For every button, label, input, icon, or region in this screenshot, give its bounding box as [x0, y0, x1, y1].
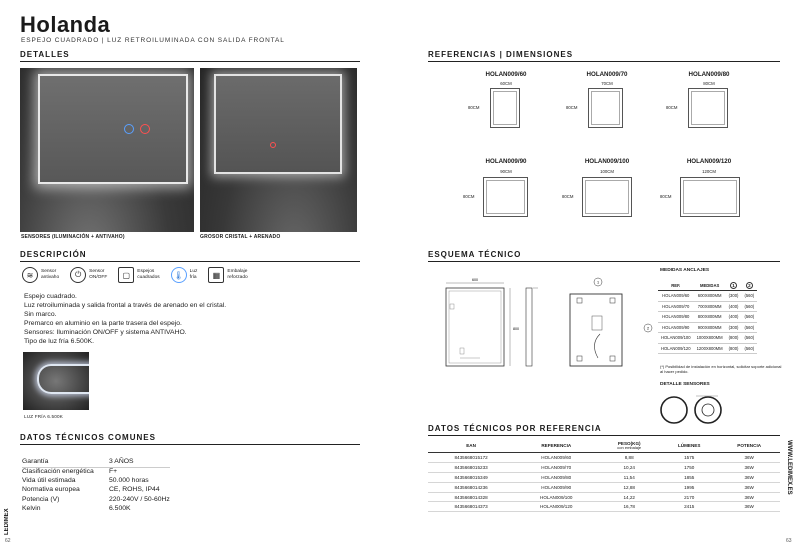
- spec-value: 220-240V / 50-60Hz: [109, 495, 170, 503]
- thermometer-icon: 🌡: [171, 267, 187, 283]
- dim-height: 80CM: [562, 194, 574, 199]
- dim-height: 80CM: [666, 105, 678, 110]
- page-number-left: 62: [5, 538, 11, 544]
- description-line: Premarco en aluminio en la parte trasera del espejo.: [24, 319, 182, 327]
- spec-key: Kelvin: [22, 504, 41, 512]
- col-header: REFERENCIA: [514, 440, 598, 453]
- technical-drawing: [440, 274, 655, 374]
- photo-caption-2: GROSOR CRISTAL + ARENADO: [200, 234, 281, 240]
- table-row: HOLAN009/100 1000X800MM (800) (560): [658, 333, 757, 344]
- front-view-inner: [449, 291, 501, 363]
- feature-antifog: ≋ Sensor antivaho: [22, 267, 59, 283]
- dim-width: 120CM: [702, 169, 716, 174]
- dim-width: 90CM: [500, 169, 512, 174]
- col-header: EAN: [428, 440, 514, 453]
- led-caption: LUZ FRÍA 6.500K: [24, 414, 64, 419]
- dim-model: HOLAN009/80: [688, 71, 730, 78]
- mirror-illustration: [38, 74, 188, 184]
- anclajes-title: MEDIDAS ANCLAJES: [660, 268, 710, 273]
- spec-value: 3 AÑOS: [109, 458, 170, 468]
- sensor-ring-icon: [661, 397, 687, 423]
- side-view: [526, 288, 532, 366]
- dim-height: 80CM: [566, 105, 578, 110]
- feature-cold-light: 🌡 Luz fría: [171, 267, 198, 283]
- table-row: HOLAN009/90 900X800MM (300) (560): [658, 322, 757, 333]
- square-mirror-icon: ▢: [118, 267, 134, 283]
- descripcion-heading: DESCRIPCIÓN: [20, 250, 360, 262]
- common-specs-table: [22, 458, 170, 514]
- mirror-dimension-box: [582, 177, 632, 217]
- datos-ref-heading: DATOS TÉCNICOS POR REFERENCIA: [428, 424, 780, 436]
- power-icon: ⏻: [70, 267, 86, 283]
- col-header: REF.: [658, 280, 694, 291]
- dim-width: 80CM: [703, 81, 715, 86]
- description-text: [24, 293, 226, 347]
- power-sensor-icon: [270, 142, 276, 148]
- callout-2-label: 2: [646, 326, 650, 331]
- dim-width: 100CM: [600, 169, 614, 174]
- table-row: HOLAN009/80 800X800MM (400) (560): [658, 312, 757, 323]
- spec-value: F+: [109, 468, 118, 476]
- spec-value: 50.000 horas: [109, 477, 149, 485]
- col-header: LÚMENES: [660, 440, 718, 453]
- antifog-sensor-icon: [124, 124, 134, 134]
- spec-value: CE, ROHS, IP44: [109, 486, 160, 494]
- description-line: Sensores: Iluminación ON/OFF y sistema ANTIVAHO.: [24, 328, 187, 336]
- esquema-heading: ESQUEMA TÉCNICO: [428, 250, 780, 262]
- col-header: POTENCIA: [718, 440, 780, 453]
- table-row: 8435668015349 HOLAN009/80 11,54 1855 36W: [428, 473, 780, 483]
- table-row: HOLAN009/120 1200X800MM (800) (560): [658, 343, 757, 354]
- dim-width: 70CM: [601, 81, 613, 86]
- anclajes-table: [658, 280, 757, 354]
- col-header: 1: [726, 280, 742, 291]
- dim-top-label: 600: [472, 278, 478, 282]
- brand-right: WWW.LEDIMEX.ES: [786, 440, 792, 495]
- dim-model: HOLAN009/70: [586, 71, 628, 78]
- col-header: 2: [741, 280, 757, 291]
- mirror-dimension-box: [588, 88, 623, 128]
- sensor-ring-icon: [695, 397, 721, 423]
- dim-model: HOLAN009/90: [485, 158, 527, 165]
- led-light-photo: [23, 352, 89, 410]
- page-number-right: 63: [786, 538, 792, 544]
- description-line: Tipo de luz fría 6.500K.: [24, 337, 95, 345]
- brand-left: LEDIMEX: [4, 508, 10, 535]
- front-view-outline: [446, 288, 504, 366]
- package-icon: ▦: [208, 267, 224, 283]
- power-sensor-icon: [140, 124, 150, 134]
- photo-caption-1: SENSORES (ILUMINACIÓN + ANTIVAHO): [21, 234, 125, 240]
- feature-square: ▢ Espejos cuadrados: [118, 267, 159, 283]
- table-row: 8435668015233 HOLAN009/70 10,24 1750 36W: [428, 463, 780, 473]
- antifog-icon: ≋: [22, 267, 38, 283]
- reference-specs-table: [428, 440, 780, 512]
- callout-1-label: 1: [596, 280, 600, 285]
- dim-height: 80CM: [660, 194, 672, 199]
- feature-packaging: ▦ Embalaje reforzado: [208, 267, 247, 283]
- spec-key: Vida útil estimada: [22, 477, 76, 485]
- page-title: Holanda: [20, 12, 111, 37]
- table-row: 8435668014373 HOLAN009/120 16,78 2415 36W: [428, 502, 780, 512]
- spec-key: Garantía: [22, 458, 109, 468]
- page-subtitle: ESPEJO CUADRADO | LUZ RETROILUMINADA CON SALIDA FRONTAL: [21, 37, 285, 44]
- dim-model: HOLAN009/120: [686, 158, 732, 165]
- datos-comunes-heading: DATOS TÉCNICOS COMUNES: [20, 433, 360, 445]
- dim-height: 80CM: [463, 194, 475, 199]
- spec-key: Clasificación energética: [22, 468, 94, 476]
- col-header: MEDIDAS: [694, 280, 726, 291]
- detail-photo-sensors: [20, 68, 194, 232]
- table-row: 8435668014328 HOLAN009/100 14,22 2170 36W: [428, 492, 780, 502]
- spec-value: 6.500K: [109, 504, 131, 512]
- mirror-illustration: [214, 74, 342, 174]
- table-row: HOLAN009/60 600X800MM (300) (560): [658, 291, 757, 302]
- dim-model: HOLAN009/60: [485, 71, 527, 78]
- sensor-detail-title: DETALLE SENSORES: [660, 382, 710, 387]
- spec-key: Potencia (V): [22, 495, 60, 503]
- mirror-dimension-box: [490, 88, 520, 128]
- description-line: Sin marco.: [24, 310, 57, 318]
- dim-side-label: 800: [513, 327, 519, 331]
- feature-list: [22, 267, 248, 283]
- dim-width: 60CM: [500, 81, 512, 86]
- referencias-heading: REFERENCIAS | DIMENSIONES: [428, 50, 780, 62]
- table-row: 8435668015172 HOLAN009/60 8,88 1575 36W: [428, 453, 780, 463]
- spec-key: Normativa europea: [22, 486, 80, 494]
- feature-onoff: ⏻ Sensor ON/OFF: [70, 267, 107, 283]
- mirror-dimension-box: [688, 88, 728, 128]
- detail-photo-glass: [200, 68, 357, 232]
- col-header: PESO(KG) con embalaje: [598, 440, 660, 453]
- description-line: Luz retroiluminada y salida frontal a través de arenado en el cristal.: [24, 301, 227, 309]
- detalles-heading: DETALLES: [20, 50, 360, 62]
- mirror-dimension-box: [680, 177, 740, 217]
- mirror-dimension-box: [483, 177, 528, 217]
- table-row: 8435668014236 HOLAN009/90 12,88 1995 36W: [428, 482, 780, 492]
- dim-height: 80CM: [468, 105, 480, 110]
- dim-model: HOLAN009/100: [584, 158, 630, 165]
- description-line: Espejo cuadrado.: [24, 293, 77, 300]
- led-strip-glow: [37, 364, 89, 394]
- install-note: (*) Posibilidad de instalación en horizontal, solicitar soporte adicional al hacer pedido.: [660, 364, 782, 374]
- table-row: HOLAN009/70 700X800MM (400) (560): [658, 301, 757, 312]
